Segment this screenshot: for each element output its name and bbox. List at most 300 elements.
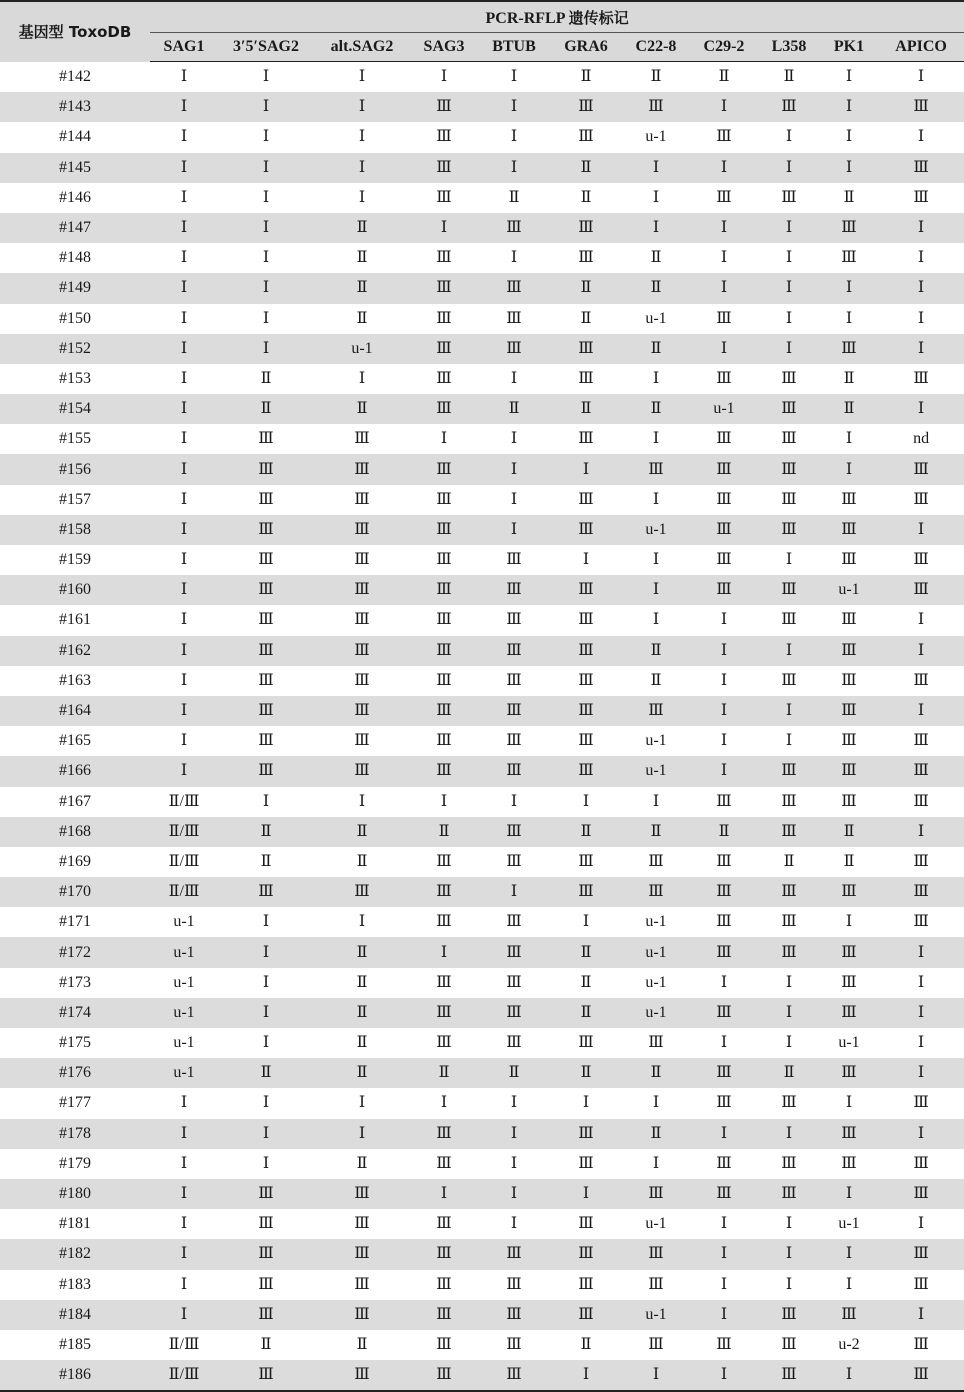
marker-cell: Ⅰ (785, 973, 793, 991)
marker-cell: Ⅰ (690, 1239, 758, 1269)
marker-cell: Ⅰ (785, 249, 793, 267)
column-header: L358 (758, 33, 820, 62)
marker-cell: Ⅲ (258, 1275, 274, 1293)
marker-cell: Ⅰ (180, 369, 188, 387)
marker-cell: Ⅲ (314, 515, 410, 545)
marker-cell: Ⅰ (218, 273, 314, 303)
marker-cell: Ⅰ (358, 68, 366, 86)
marker-cell: Ⅰ (262, 188, 270, 206)
marker-cell: u-1 (150, 937, 218, 967)
marker-cell: Ⅲ (218, 515, 314, 545)
marker-cell: Ⅰ (878, 515, 964, 545)
marker-cell: Ⅰ (690, 273, 758, 303)
marker-cell: Ⅲ (478, 756, 550, 786)
marker-cell: Ⅱ (622, 636, 690, 666)
marker-cell: Ⅲ (913, 551, 929, 569)
marker-cell: Ⅱ (260, 852, 272, 870)
marker-cell: Ⅲ (258, 732, 274, 750)
table-row (0, 1360, 964, 1391)
marker-cell: Ⅲ (314, 575, 410, 605)
genotype-id-cell: #183 (59, 1275, 91, 1293)
marker-cell: Ⅱ (356, 1034, 368, 1052)
genotype-id-cell: #181 (59, 1215, 91, 1233)
marker-cell: Ⅰ (314, 1119, 410, 1149)
marker-cell: Ⅰ (478, 1119, 550, 1149)
marker-cell: Ⅲ (410, 92, 478, 122)
table-row (0, 1058, 964, 1088)
marker-cell: Ⅲ (218, 696, 314, 726)
genotype-id-cell: #145 (0, 153, 150, 183)
marker-cell: Ⅲ (478, 998, 550, 1028)
marker-cell: Ⅱ (356, 852, 368, 870)
marker-cell: Ⅰ (720, 1215, 728, 1233)
marker-cell: Ⅱ (550, 273, 622, 303)
marker-cell: Ⅲ (410, 756, 478, 786)
marker-cell: Ⅱ (356, 249, 368, 267)
marker-cell: Ⅰ (180, 671, 188, 689)
table-row (0, 122, 964, 152)
genotype-id-cell: #179 (59, 1154, 91, 1172)
marker-cell: Ⅱ (650, 671, 662, 689)
genotype-id-cell: #161 (59, 611, 91, 629)
marker-cell: Ⅲ (913, 188, 929, 206)
marker-cell: Ⅲ (841, 551, 857, 569)
marker-cell: Ⅲ (218, 454, 314, 484)
marker-cell: Ⅲ (820, 696, 878, 726)
marker-cell: Ⅲ (550, 575, 622, 605)
table-row (0, 636, 964, 666)
marker-cell: Ⅲ (354, 732, 370, 750)
table-row (0, 817, 964, 847)
marker-cell: Ⅰ (440, 430, 448, 448)
marker-cell: Ⅲ (913, 1335, 929, 1353)
marker-cell: Ⅲ (578, 369, 594, 387)
marker-cell: Ⅰ (622, 575, 690, 605)
marker-cell: Ⅲ (578, 611, 594, 629)
marker-cell: Ⅰ (720, 611, 728, 629)
marker-cell: Ⅲ (878, 153, 964, 183)
marker-cell: Ⅰ (410, 213, 478, 243)
table-row (0, 485, 964, 515)
marker-cell: Ⅲ (781, 188, 797, 206)
marker-cell: Ⅰ (758, 213, 820, 243)
marker-cell: u-1 (645, 309, 667, 327)
marker-cell: Ⅱ (314, 394, 410, 424)
marker-cell: Ⅱ (260, 1335, 272, 1353)
marker-cell: Ⅰ (150, 1239, 218, 1269)
marker-cell: Ⅲ (410, 1239, 478, 1269)
marker-cell: Ⅱ (783, 852, 795, 870)
genotype-id-cell: #185 (59, 1335, 91, 1353)
marker-cell: Ⅲ (622, 877, 690, 907)
table-row (0, 334, 964, 364)
marker-cell: Ⅲ (648, 1275, 664, 1293)
marker-cell: Ⅲ (781, 1335, 797, 1353)
marker-cell: Ⅲ (690, 454, 758, 484)
marker-cell: nd (913, 430, 930, 448)
marker-cell: Ⅰ (582, 792, 590, 810)
marker-cell: Ⅱ (580, 973, 592, 991)
marker-cell: Ⅲ (648, 1034, 664, 1052)
marker-cell: Ⅰ (150, 636, 218, 666)
marker-cell: Ⅰ (917, 68, 925, 86)
marker-cell: Ⅰ (878, 937, 964, 967)
marker-cell: Ⅲ (478, 937, 550, 967)
table-row (0, 877, 964, 907)
marker-cell: Ⅰ (878, 696, 964, 726)
table-row (0, 1028, 964, 1058)
marker-cell: Ⅰ (150, 515, 218, 545)
marker-cell: Ⅱ (622, 1058, 690, 1088)
marker-cell: Ⅱ/Ⅲ (168, 852, 200, 870)
marker-cell: Ⅰ (820, 92, 878, 122)
genotype-id-cell: #162 (0, 636, 150, 666)
marker-cell: Ⅰ (262, 1034, 270, 1052)
marker-cell: Ⅰ (845, 309, 853, 327)
table-row (0, 1300, 964, 1330)
marker-cell: Ⅲ (781, 1154, 797, 1172)
marker-cell: Ⅲ (716, 128, 732, 146)
marker-cell: Ⅲ (716, 852, 732, 870)
marker-cell: Ⅲ (506, 611, 522, 629)
marker-cell: Ⅰ (690, 1119, 758, 1149)
marker-cell: Ⅰ (440, 68, 448, 86)
marker-cell: Ⅰ (690, 696, 758, 726)
table-row (0, 62, 964, 93)
marker-cell: Ⅲ (758, 877, 820, 907)
marker-cell: Ⅲ (820, 756, 878, 786)
marker-cell: Ⅰ (785, 128, 793, 146)
marker-cell: Ⅱ (356, 309, 368, 327)
group-label-latin: PCR-RFLP (485, 9, 565, 27)
table-row (0, 153, 964, 183)
marker-cell: Ⅱ (356, 973, 368, 991)
marker-cell: Ⅲ (758, 817, 820, 847)
marker-cell: Ⅰ (150, 1119, 218, 1149)
table-row (0, 726, 964, 756)
marker-cell: Ⅲ (758, 394, 820, 424)
marker-cell: Ⅲ (913, 732, 929, 750)
marker-cell: Ⅰ (478, 1179, 550, 1209)
marker-cell: Ⅲ (436, 732, 452, 750)
marker-cell: Ⅲ (622, 1179, 690, 1209)
marker-cell: Ⅰ (720, 1275, 728, 1293)
marker-cell: Ⅰ (785, 1034, 793, 1052)
marker-cell: Ⅰ (510, 430, 518, 448)
marker-cell: Ⅲ (841, 249, 857, 267)
genotype-id-cell: #168 (0, 817, 150, 847)
marker-cell: Ⅲ (690, 1179, 758, 1209)
marker-cell: Ⅰ (758, 153, 820, 183)
marker-cell: Ⅲ (506, 1034, 522, 1052)
marker-cell: Ⅲ (820, 1300, 878, 1330)
marker-cell: Ⅲ (578, 1034, 594, 1052)
marker-cell: Ⅱ (758, 1058, 820, 1088)
marker-cell: Ⅲ (820, 1058, 878, 1088)
marker-cell: Ⅰ (262, 68, 270, 86)
marker-cell: Ⅰ (262, 792, 270, 810)
genotype-id-cell: #180 (0, 1179, 150, 1209)
marker-cell: Ⅰ (510, 1215, 518, 1233)
marker-cell: Ⅰ (218, 998, 314, 1028)
marker-cell: Ⅲ (781, 490, 797, 508)
marker-cell: Ⅲ (550, 696, 622, 726)
marker-cell: Ⅲ (506, 732, 522, 750)
marker-cell: Ⅲ (841, 732, 857, 750)
marker-cell: Ⅰ (758, 998, 820, 1028)
table-row (0, 394, 964, 424)
marker-cell: Ⅲ (506, 551, 522, 569)
table-row (0, 1209, 964, 1239)
marker-cell: Ⅱ (843, 852, 855, 870)
marker-cell: Ⅲ (820, 334, 878, 364)
marker-cell: Ⅲ (550, 92, 622, 122)
marker-cell: Ⅰ (652, 369, 660, 387)
marker-cell: Ⅰ (878, 213, 964, 243)
marker-cell: Ⅰ (510, 792, 518, 810)
marker-cell: Ⅱ (690, 817, 758, 847)
genotype-id-cell: #167 (59, 792, 91, 810)
marker-cell: Ⅲ (478, 213, 550, 243)
genotype-id-cell: #159 (59, 551, 91, 569)
marker-cell: Ⅰ (150, 273, 218, 303)
table-row (0, 756, 964, 786)
marker-cell: Ⅱ (718, 68, 730, 86)
genotype-id-cell: #177 (59, 1094, 91, 1112)
marker-cell: Ⅰ (510, 249, 518, 267)
marker-cell: Ⅲ (218, 756, 314, 786)
marker-cell: Ⅲ (913, 1275, 929, 1293)
marker-cell: Ⅰ (622, 1360, 690, 1391)
marker-cell: Ⅰ (440, 1094, 448, 1112)
marker-cell: Ⅰ (180, 1275, 188, 1293)
marker-cell: Ⅰ (878, 636, 964, 666)
marker-cell: Ⅰ (180, 1094, 188, 1112)
marker-cell: Ⅲ (622, 454, 690, 484)
marker-cell: Ⅰ (652, 188, 660, 206)
marker-cell: Ⅲ (314, 1179, 410, 1209)
marker-cell: Ⅲ (410, 636, 478, 666)
marker-cell: Ⅱ (356, 1154, 368, 1172)
marker-cell: Ⅰ (262, 249, 270, 267)
marker-cell: Ⅲ (913, 671, 929, 689)
marker-cell: u-1 (645, 732, 667, 750)
marker-cell: u-1 (173, 913, 195, 931)
marker-group-header (150, 1, 964, 33)
marker-cell: Ⅲ (478, 575, 550, 605)
marker-cell: Ⅰ (478, 454, 550, 484)
marker-cell: Ⅰ (652, 1154, 660, 1172)
marker-cell: Ⅲ (436, 369, 452, 387)
marker-cell: Ⅲ (258, 490, 274, 508)
marker-cell: Ⅲ (758, 1360, 820, 1391)
column-header: alt.SAG2 (314, 33, 410, 62)
marker-cell: Ⅱ (550, 153, 622, 183)
genotype-id-cell: #142 (59, 67, 91, 85)
marker-cell: u-1 (314, 334, 410, 364)
marker-cell: Ⅲ (410, 334, 478, 364)
marker-cell: Ⅰ (358, 128, 366, 146)
marker-cell: Ⅰ (550, 454, 622, 484)
marker-cell: Ⅱ (622, 394, 690, 424)
marker-cell: Ⅲ (550, 1239, 622, 1269)
marker-cell: u-1 (645, 973, 667, 991)
marker-cell: Ⅲ (436, 611, 452, 629)
marker-cell: Ⅰ (150, 1300, 218, 1330)
marker-cell: Ⅰ (785, 1215, 793, 1233)
genotype-id-cell: #152 (0, 334, 150, 364)
marker-cell: Ⅲ (841, 973, 857, 991)
marker-cell: Ⅲ (218, 1179, 314, 1209)
marker-cell: Ⅰ (690, 1360, 758, 1391)
marker-cell: Ⅲ (506, 973, 522, 991)
marker-cell: Ⅰ (720, 671, 728, 689)
marker-cell: Ⅲ (913, 369, 929, 387)
marker-cell: Ⅲ (758, 575, 820, 605)
marker-cell: u-1 (622, 937, 690, 967)
marker-cell: Ⅰ (218, 153, 314, 183)
marker-cell: Ⅲ (410, 877, 478, 907)
marker-cell: Ⅰ (218, 1119, 314, 1149)
marker-cell: u-2 (838, 1335, 860, 1353)
marker-cell: Ⅰ (478, 92, 550, 122)
marker-cell: Ⅲ (716, 792, 732, 810)
marker-cell: Ⅲ (436, 671, 452, 689)
marker-cell: Ⅰ (478, 153, 550, 183)
marker-cell: Ⅲ (716, 490, 732, 508)
table-row (0, 545, 964, 575)
marker-cell: Ⅲ (218, 575, 314, 605)
marker-cell: Ⅰ (690, 213, 758, 243)
marker-cell: Ⅱ/Ⅲ (168, 1335, 200, 1353)
marker-cell: Ⅰ (917, 128, 925, 146)
marker-cell: Ⅲ (578, 671, 594, 689)
marker-cell: Ⅲ (578, 732, 594, 750)
marker-cell: Ⅰ (150, 213, 218, 243)
marker-cell: Ⅲ (506, 913, 522, 931)
marker-cell: Ⅲ (781, 430, 797, 448)
marker-cell: Ⅲ (841, 490, 857, 508)
marker-cell: Ⅲ (258, 1215, 274, 1233)
marker-cell: Ⅰ (180, 490, 188, 508)
marker-cell: Ⅲ (841, 611, 857, 629)
marker-cell: Ⅰ (820, 1239, 878, 1269)
marker-cell: Ⅱ (650, 249, 662, 267)
marker-cell: u-1 (622, 756, 690, 786)
marker-cell: Ⅲ (716, 430, 732, 448)
marker-cell: Ⅲ (314, 1360, 410, 1391)
table-row (0, 364, 964, 394)
marker-cell: Ⅲ (410, 1360, 478, 1391)
marker-cell: Ⅰ (150, 153, 218, 183)
marker-cell: Ⅰ (758, 273, 820, 303)
table-row (0, 1179, 964, 1209)
genotype-id-cell: #174 (0, 998, 150, 1028)
marker-cell: Ⅲ (781, 611, 797, 629)
marker-cell: Ⅱ (650, 68, 662, 86)
marker-cell: Ⅰ (917, 1034, 925, 1052)
marker-cell: Ⅰ (878, 273, 964, 303)
marker-cell: Ⅲ (258, 611, 274, 629)
marker-cell: Ⅲ (314, 696, 410, 726)
marker-cell: Ⅲ (781, 369, 797, 387)
marker-cell: Ⅰ (878, 1300, 964, 1330)
genotype-id-cell: #155 (59, 430, 91, 448)
marker-cell: Ⅲ (781, 671, 797, 689)
table-row (0, 454, 964, 484)
marker-cell: Ⅲ (841, 671, 857, 689)
marker-cell: Ⅱ (820, 394, 878, 424)
marker-cell: Ⅰ (150, 756, 218, 786)
marker-cell: Ⅲ (716, 369, 732, 387)
marker-cell: Ⅰ (218, 92, 314, 122)
marker-cell: Ⅲ (913, 792, 929, 810)
genotype-id-cell: #182 (0, 1239, 150, 1269)
marker-cell: Ⅲ (410, 575, 478, 605)
marker-cell: Ⅲ (314, 1300, 410, 1330)
marker-cell: Ⅲ (758, 937, 820, 967)
genotype-id-cell: #166 (0, 756, 150, 786)
marker-cell: Ⅱ (218, 1058, 314, 1088)
marker-cell: Ⅲ (478, 273, 550, 303)
marker-cell: Ⅱ (843, 369, 855, 387)
group-label-cn: 遗传标记 (568, 8, 629, 27)
marker-cell: Ⅲ (410, 1300, 478, 1330)
marker-cell: Ⅲ (506, 852, 522, 870)
marker-cell: Ⅰ (180, 732, 188, 750)
marker-cell: Ⅲ (878, 877, 964, 907)
marker-cell: Ⅲ (913, 852, 929, 870)
genotype-id-cell: #178 (0, 1119, 150, 1149)
marker-cell: Ⅲ (820, 213, 878, 243)
marker-cell: Ⅰ (440, 792, 448, 810)
marker-cell: Ⅲ (758, 756, 820, 786)
marker-cell: Ⅰ (262, 973, 270, 991)
marker-cell: Ⅲ (622, 92, 690, 122)
marker-cell: Ⅰ (150, 454, 218, 484)
marker-cell: Ⅲ (622, 1239, 690, 1269)
marker-cell: Ⅰ (917, 611, 925, 629)
marker-cell: Ⅰ (150, 394, 218, 424)
marker-cell: Ⅰ (478, 515, 550, 545)
marker-cell: Ⅲ (820, 1119, 878, 1149)
marker-cell: Ⅲ (758, 515, 820, 545)
marker-cell: Ⅱ/Ⅲ (150, 817, 218, 847)
marker-cell: Ⅰ (652, 430, 660, 448)
table-row (0, 575, 964, 605)
marker-cell: Ⅲ (758, 1300, 820, 1330)
marker-cell: Ⅰ (878, 334, 964, 364)
marker-cell: Ⅲ (781, 1094, 797, 1112)
table-row (0, 1330, 964, 1360)
marker-cell: Ⅲ (436, 1275, 452, 1293)
genotype-id-cell: #186 (0, 1360, 150, 1391)
marker-cell: Ⅱ (622, 273, 690, 303)
marker-cell: Ⅲ (820, 636, 878, 666)
marker-cell: Ⅲ (506, 1335, 522, 1353)
marker-cell: Ⅱ (550, 394, 622, 424)
marker-cell: Ⅲ (410, 273, 478, 303)
marker-cell: Ⅲ (841, 1154, 857, 1172)
marker-cell: Ⅰ (262, 1094, 270, 1112)
column-header: GRA6 (550, 33, 622, 62)
marker-cell: Ⅰ (150, 334, 218, 364)
marker-cell: Ⅲ (578, 1154, 594, 1172)
marker-cell: u-1 (622, 1300, 690, 1330)
marker-cell: Ⅰ (262, 128, 270, 146)
genotype-id-cell: #146 (59, 188, 91, 206)
marker-cell: Ⅲ (436, 188, 452, 206)
